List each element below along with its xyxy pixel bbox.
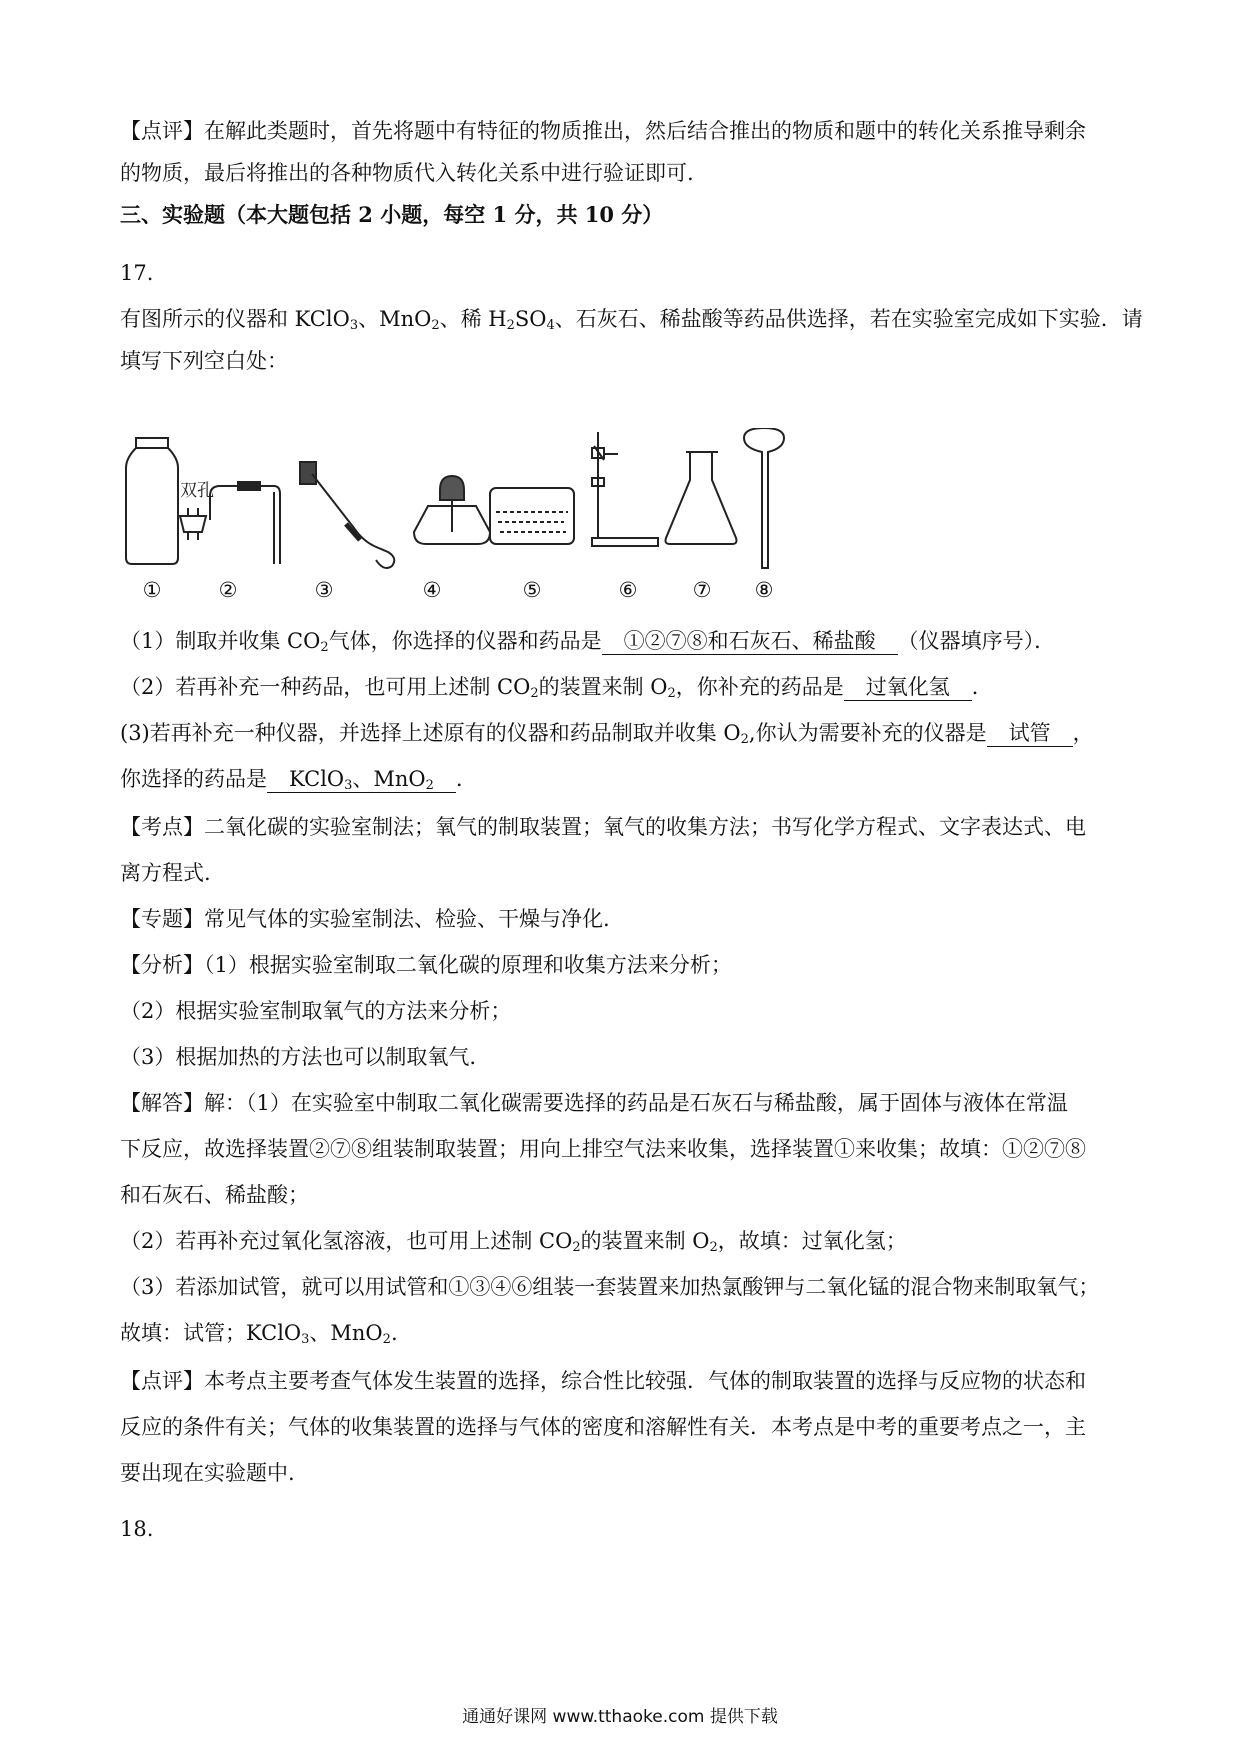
jieda-line-6: 故填：试管；KClO$_3$、MnO$_2$. (120, 1321, 398, 1347)
question-number-18: 18. (120, 1517, 154, 1541)
dianping-line-1: 【点评】本考点主要考查气体发生装置的选择，综合性比较强．气体的制取装置的选择与反应物的状态和 (120, 1369, 1086, 1393)
dianping-line-3: 要出现在实验题中. (120, 1461, 295, 1485)
apparatus-label-3: ③ (314, 578, 334, 602)
question-part-3b: 你选择的药品是 KClO$_3$、MnO$_2$ ． (120, 767, 477, 793)
iron-stand-icon (592, 432, 658, 546)
kaodian-line-1: 【考点】二氧化碳的实验室制法；氧气的制取装置；氧气的收集方法；书写化学方程式、文字表达式、电 (120, 815, 1086, 839)
kaodian-line-2: 离方程式. (120, 861, 211, 885)
section-heading: 三、实验题（本大题包括 2 小题，每空 1 分，共 10 分） (120, 202, 664, 227)
apparatus-figure (118, 428, 878, 606)
apparatus-label-8: ⑧ (754, 578, 774, 602)
conical-flask-icon (666, 452, 737, 544)
apparatus-label-2: ② (218, 578, 238, 602)
question-part-1: （1）制取并收集 $CO_2$气体，你选择的仪器和药品是 ①②⑦⑧和石灰石、稀盐酸 （仪器填序号）． (120, 629, 1056, 655)
review-line-1: 【点评】在解此类题时，首先将题中有特征的物质推出，然后结合推出的物质和题中的转化关系推导剩余 (120, 119, 1086, 143)
apparatus-label-7: ⑦ (692, 578, 712, 602)
zhuanti-line: 【专题】常见气体的实验室制法、检验、干燥与净化. (120, 907, 610, 931)
answer-blank-3: 试管 (987, 720, 1073, 747)
gas-jar-icon (126, 438, 178, 564)
question-part-3: (3)若再补充一种仪器，并选择上述原有的仪器和药品制取并收集 $O_2$,你认为需要补充的仪器是 试管 ， (120, 721, 1094, 747)
review-line-2: 的物质，最后将推出的各种物质代入转化关系中进行验证即可. (120, 161, 694, 185)
apparatus-drawing (118, 428, 878, 578)
question-part-2: （2）若再补充一种药品，也可用上述制 $CO_2$的装置来制 $O_2$，你补充的药品是 过氧化氢 ． (120, 675, 993, 701)
jieda-line-2: 下反应，故选择装置②⑦⑧组装制取装置；用向上排空气法来收集，选择装置①来收集；故填：①②⑦⑧ (120, 1137, 1086, 1161)
delivery-tube-icon (210, 482, 280, 564)
alcohol-lamp-icon (414, 476, 490, 544)
question-number-17: 17. (120, 261, 154, 285)
two-hole-stopper-icon (180, 508, 206, 540)
jieda-line-3: 和石灰石、稀盐酸； (120, 1183, 309, 1207)
question-stem-line-2: 填写下列空白处： (120, 349, 288, 373)
jieda-line-1: 【解答】解：（1）在实验室中制取二氧化碳需要选择的药品是石灰石与稀盐酸，属于固体与液体在常温 (120, 1091, 1068, 1115)
answer-blank-4: KClO$_3$、MnO$_2$ (267, 766, 456, 793)
apparatus-label-1: ① (142, 578, 162, 602)
dianping-line-2: 反应的条件有关；气体的收集装置的选择与气体的密度和溶解性有关．本考点是中考的重要考点之一，主 (120, 1415, 1086, 1439)
fenxi-line-3: （3）根据加热的方法也可以制取氧气. (120, 1045, 477, 1069)
two-hole-label: 双孔 (180, 481, 214, 501)
apparatus-label-4: ④ (422, 578, 442, 602)
fenxi-line-2: （2）根据实验室制取氧气的方法来分析； (120, 999, 512, 1023)
water-trough-icon (490, 488, 574, 544)
jieda-line-5: （3）若添加试管，就可以用试管和①③④⑥组装一套装置来加热氯酸钾与二氧化锰的混合物来制取氧气； (120, 1275, 1100, 1299)
question-stem-line-1: 有图所示的仪器和 KClO$_3$、MnO$_2$、稀 $H_2SO_4$、石灰石、稀盐酸等药品供选择，若在实验室完成如下实验．请 (120, 307, 1143, 333)
jieda-line-4: （2）若再补充过氧化氢溶液，也可用上述制 $CO_2$的装置来制 $O_2$，故填：过氧化氢； (120, 1229, 907, 1255)
page-footer: 通通好课网 www.tthaoke.com 提供下载 (462, 1707, 778, 1727)
answer-blank-1: ①②⑦⑧和石灰石、稀盐酸 (602, 628, 898, 655)
fenxi-line-1: 【分析】（1）根据实验室制取二氧化碳的原理和收集方法来分析； (120, 953, 732, 977)
apparatus-label-6: ⑥ (618, 578, 638, 602)
long-neck-funnel-icon (744, 428, 784, 568)
apparatus-label-5: ⑤ (522, 578, 542, 602)
bent-tube-icon (300, 462, 394, 568)
answer-blank-2: 过氧化氢 (844, 674, 972, 701)
